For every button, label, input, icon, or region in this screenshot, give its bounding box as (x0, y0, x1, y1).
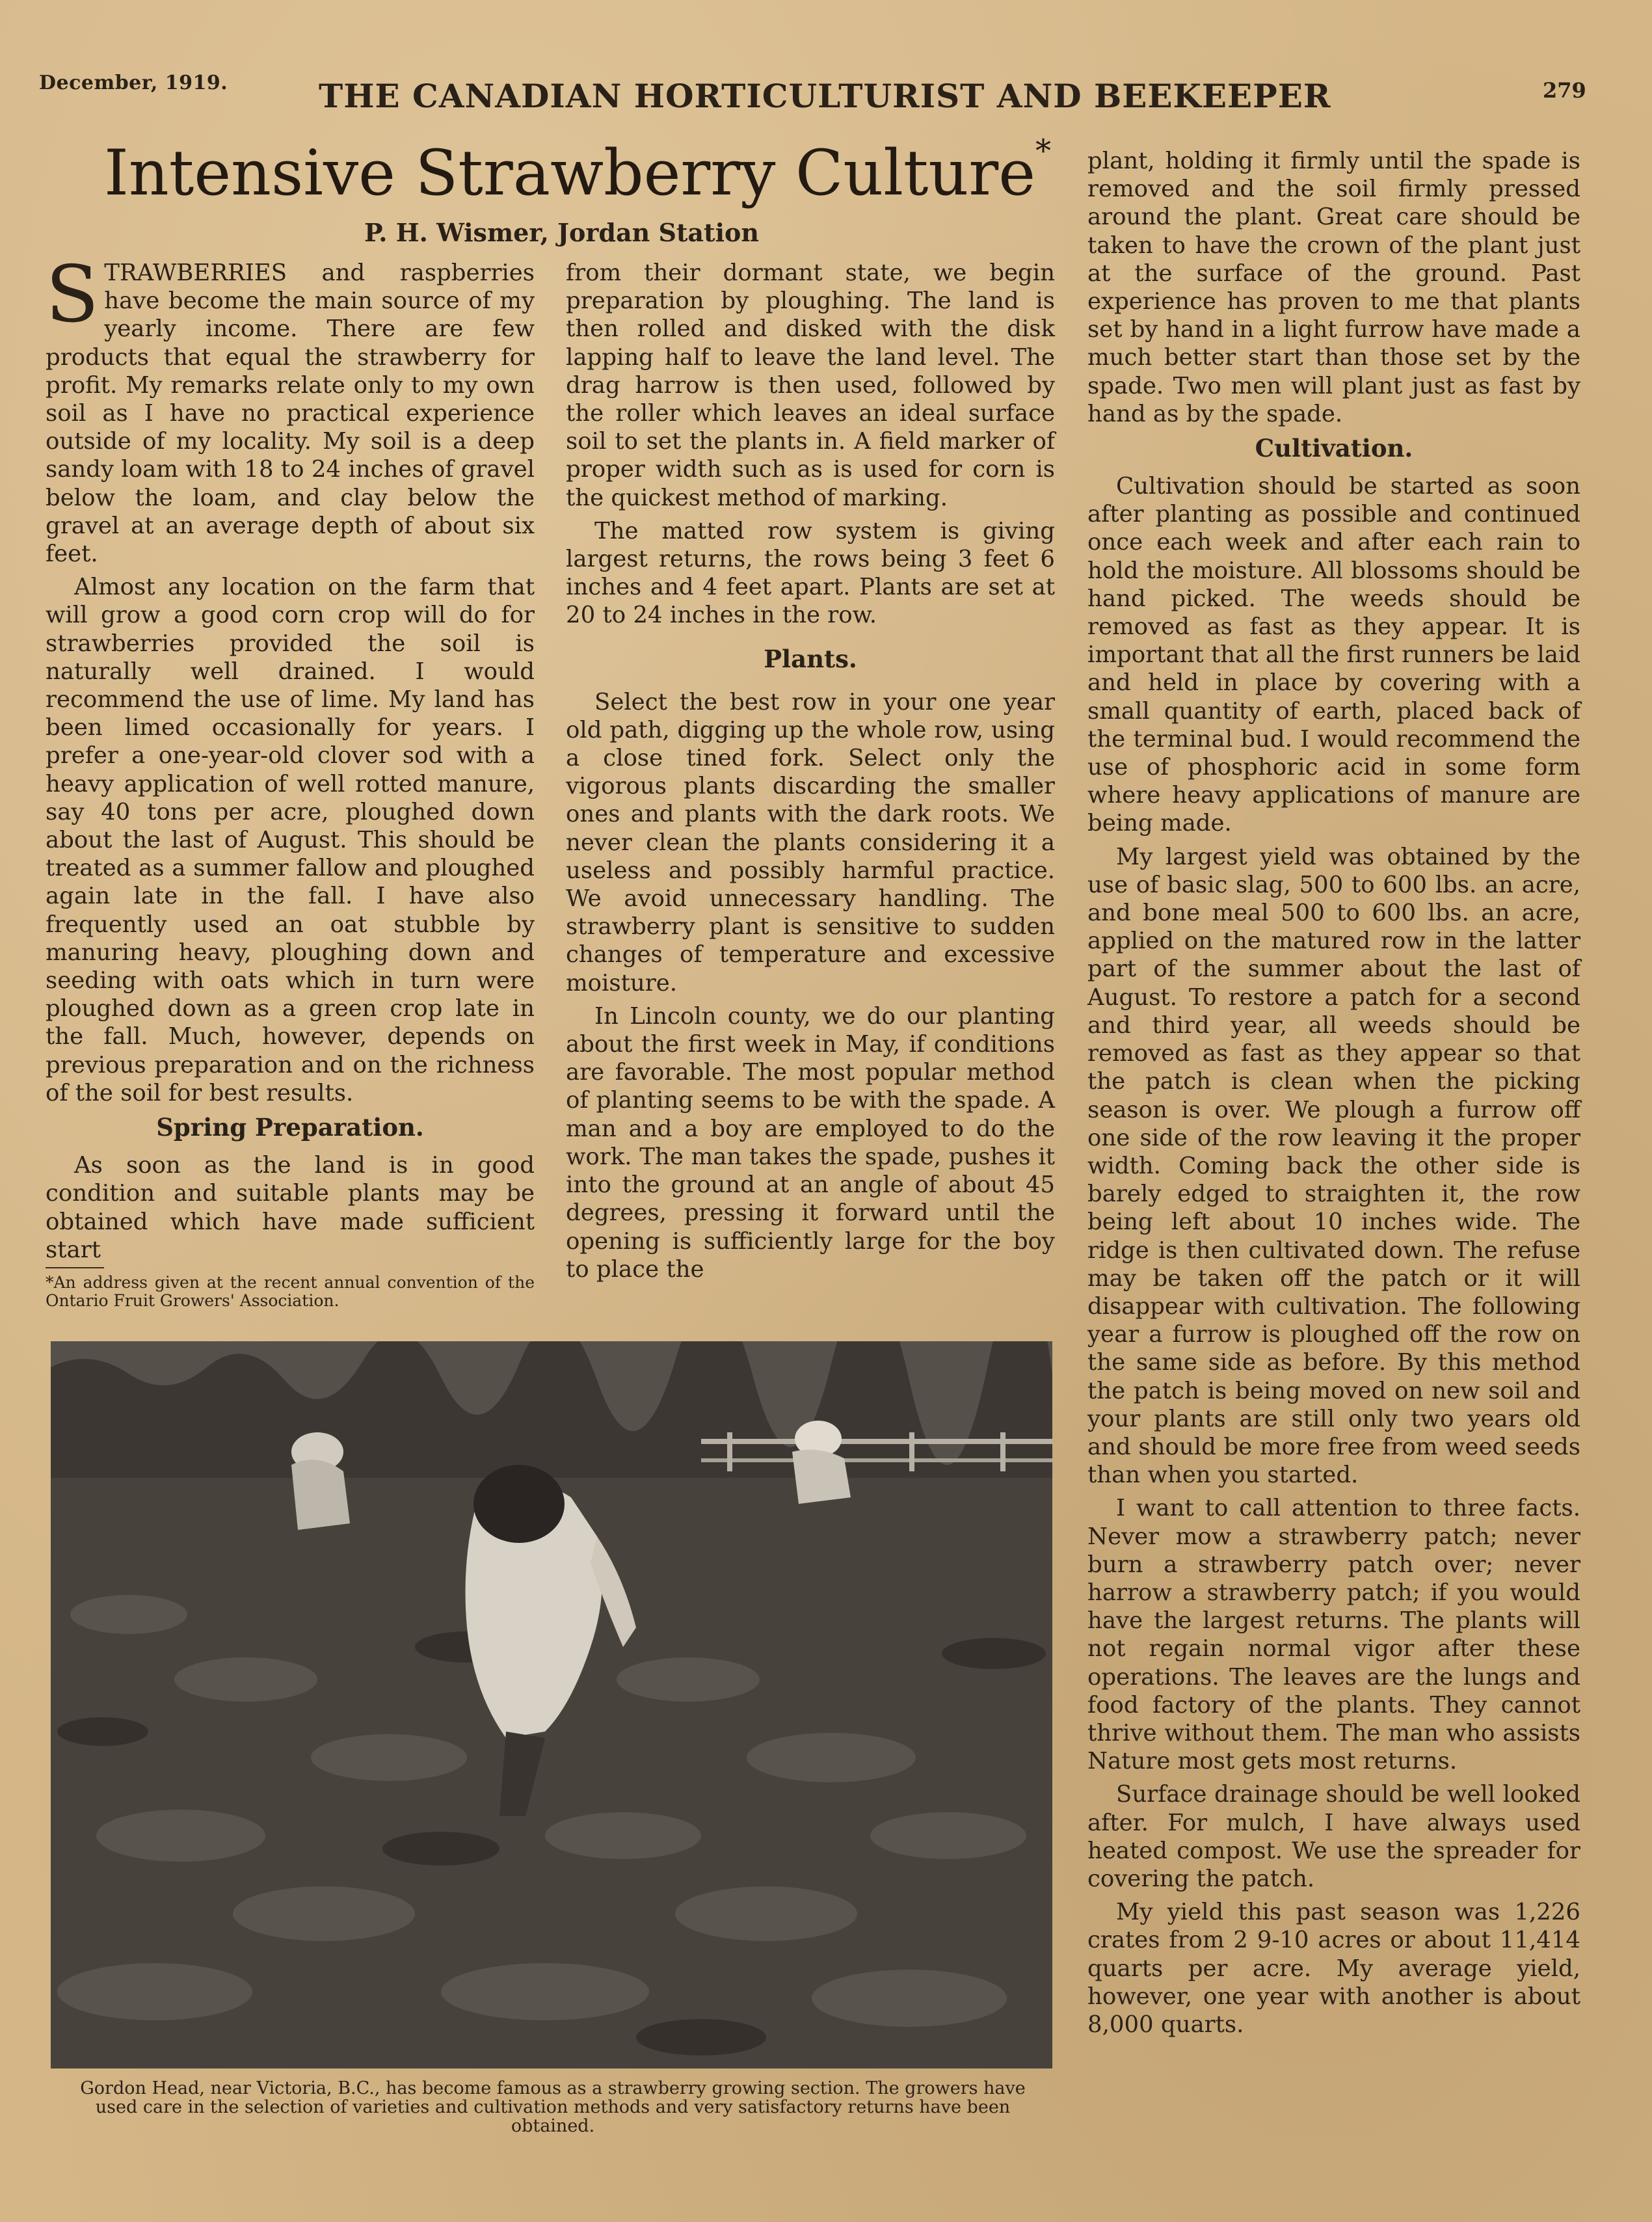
paragraph: The matted row system is giving largest returns, the rows being 3 feet 6 inches and 4 feet apart. Plants are set at 20 to 24 inches in the row. (566, 517, 1055, 629)
photo-caption: Gordon Head, near Victoria, B.C., has become famous as a strawberry growing section. The growers have used care in the selection of varieties and cultivation methods and very satisfactory returns have been obtained. (80, 2078, 1026, 2136)
paragraph: Almost any location on the farm that will grow a good corn crop will do for strawberries provided the soil is naturally well drained. I would recommend the use of lime. My land has been limed occasionally for years. I prefer a one-year-old clover sod with a heavy application of well rotted manure, say 40 tons per acre, ploughed down about the last of August. This should be treated as a summer fallow and ploughed again late in the fall. I have also frequently used an oat stubble by manuring heavy, ploughing down and seeding with oats which in turn were ploughed down as a green crop late in the fall. Much, however, depends on previous preparation and on the richness of the soil for best results. (46, 574, 535, 1106)
paragraph-text: TRAWBERRIES and raspberries have become the main source of my yearly income. There are few products that equal the strawberry for profit. My remarks relate only to my own soil as I have no practical experience outside of my locality. My soil is a deep sandy loam with 18 to 24 inches of gravel below the loam, and clay below the gravel at an average depth of about six feet. (46, 260, 535, 568)
section-heading-cultivation: Cultivation. (1255, 434, 1413, 463)
paragraph: from their dormant state, we begin preparation by ploughing. The land is then rolled and disked with the disk lapping half to leave the land level. The drag harrow is then used, followed by the roller which leaves an ideal surface soil to set the plants in. A field marker of proper width such as is used for corn is the quickest method of marking. (566, 260, 1055, 511)
paragraph: My yield this past season was 1,226 crates from 2 9-10 acres or about 11,414 quarts per acre. My average yield, however, one year with another is about 8,000 quarts. (1087, 1899, 1580, 2038)
paragraph: In Lincoln county, we do our planting about the first week in May, if conditions are favorable. The most popular method of planting seems to be with the spade. A man and a boy are employed to do the work. The man takes the spade, pushes it into the ground at an angle of about 45 degrees, pressing it forward until the opening is sufficiently large for the boy to place the (566, 1002, 1055, 1283)
issue-date: December, 1919. (39, 72, 228, 94)
article-title-text: Intensive Strawberry Culture (104, 137, 1036, 209)
column-2 (566, 259, 1055, 1289)
section-heading-plants: Plants. (764, 644, 857, 673)
strawberry-field-photo (51, 1341, 1052, 2068)
paragraph: I want to call attention to three facts. Never mow a strawberry patch; never burn a strawberry patch over; never harrow a strawberry patch; if you would have the largest returns. The plants will not regain normal vigor after these operations. The leaves are the lungs and food factory of the plants. They cannot thrive without them. The man who assists Nature most gets most returns. (1087, 1495, 1580, 1775)
article-title (104, 133, 1052, 209)
paragraph: Select the best row in your one year old path, digging up the whole row, using a close tined fork. Select only the vigorous plants discarding the smaller ones and plants with the dark roots. We never clean the plants considering it a useless and possibly harmful practice. We avoid unnecessary handling. The strawberry plant is sensitive to sudden changes of temperature and excessive moisture. (566, 688, 1055, 997)
paragraph: Surface drainage should be well looked after. For mulch, I have always used heated compost. We use the spreader for covering the patch. (1087, 1781, 1580, 1892)
paragraph: Cultivation should be started as soon after planting as possible and continued once each week and after each rain to hold the moisture. All blossoms should be hand picked. The weeds should be removed as fast as they appear. It is important that all the first runners be laid and held in place by covering with a small quantity of earth, placed back of the terminal bud. I would recommend the use of phosphoric acid in some form where heavy applications of manure are being made. (1087, 473, 1580, 837)
footnote-divider (46, 1267, 104, 1268)
paragraph (46, 250, 535, 568)
paragraph: plant, holding it firmly until the spade is removed and the soil firmly pressed around the plant. Great care should be taken to have the crown of the plant just at the surface of the ground. Past experience has proven to me that plants set by hand in a light furrow have made a much better start than those set by the spade. Two men will plant just as fast by hand as by the spade. (1087, 148, 1580, 427)
drop-cap: S (46, 250, 100, 340)
photo-illustration (51, 1341, 1052, 2068)
title-footnote-mark: * (1035, 133, 1052, 169)
footnote: *An address given at the recent annual convention of the Ontario Fruit Growers' Association. (46, 1273, 535, 1310)
column-3 (1087, 147, 1580, 2044)
paragraph: My largest yield was obtained by the use of basic slag, 500 to 600 lbs. an acre, and bone meal 500 to 600 lbs. an acre, applied on the matured row in the latter part of the summer about the last of August. To restore a patch for a second and third year, all weeds should be removed as fast as they appear so that the patch is clean when the picking season is over. We plough a furrow off one side of the row leaving it the proper width. Coming back the other side is barely edged to straighten it, the row being left about 10 inches wide. The ridge is then cultivated down. The refuse may be taken off the patch or it will disappear with cultivation. The following year a furrow is ploughed off the row on the same side as before. By this method the patch is being moved on new soil and your plants are still only two years old and should be more free from weed seeds than when you started. (1087, 843, 1580, 1489)
byline: P. H. Wismer, Jordan Station (364, 218, 760, 247)
paragraph: As soon as the land is in good condition and suitable plants may be obtained which have made sufficient start (46, 1152, 535, 1263)
page-number: 279 (1543, 78, 1586, 103)
section-heading-spring-preparation: Spring Preparation. (156, 1113, 424, 1142)
column-1 (46, 250, 535, 1269)
magazine-title: THE CANADIAN HORTICULTURIST AND BEEKEEPER (319, 77, 1331, 115)
